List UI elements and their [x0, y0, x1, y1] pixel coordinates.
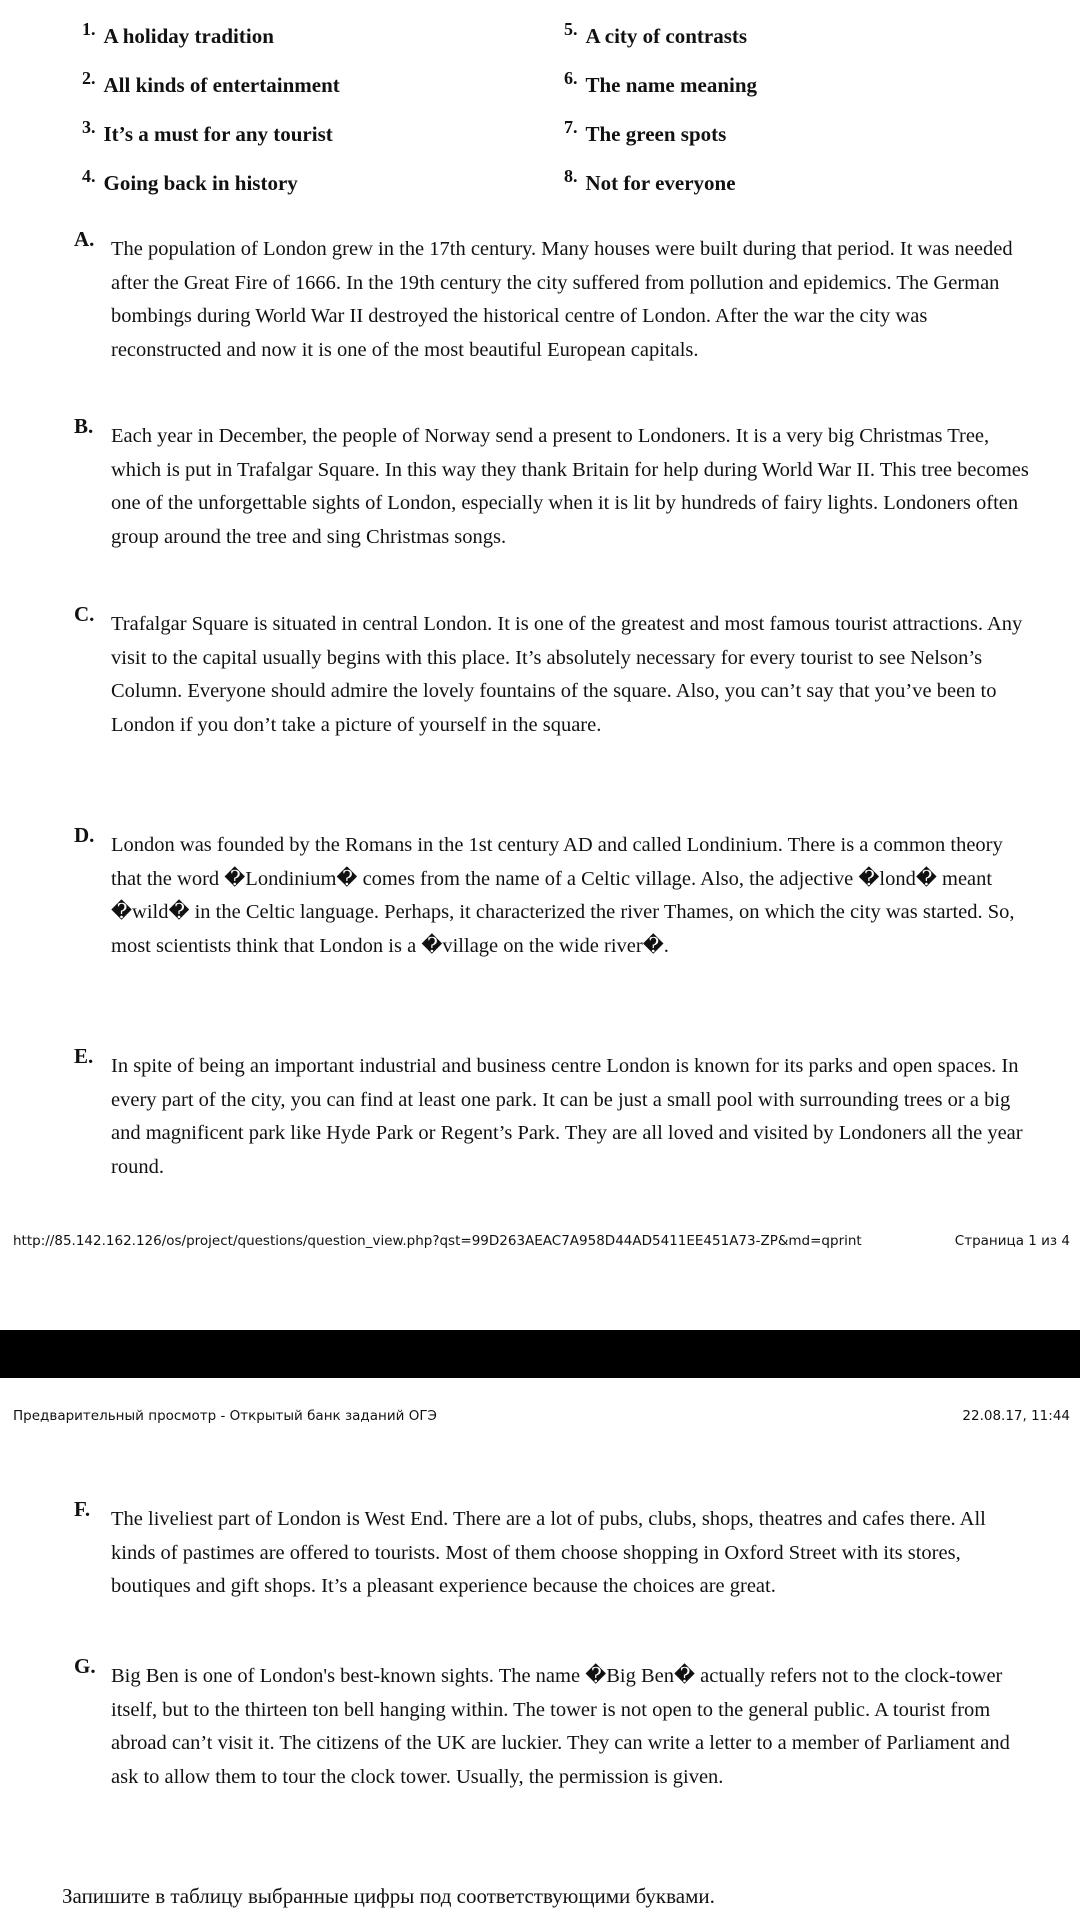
- passage-letter: D.: [74, 823, 95, 847]
- passage-letter: C.: [74, 602, 95, 626]
- page-break-bar: [0, 1330, 1080, 1378]
- heading-item: [564, 166, 736, 196]
- passage-g: [74, 1654, 1034, 1794]
- heading-number: 6.: [564, 68, 578, 88]
- heading-text: A city of contrasts: [585, 24, 748, 48]
- heading-text: The green spots: [585, 122, 727, 146]
- passage-text: In spite of being an important industrial and business centre London is known for its parks and open spaces. In every part of the city, you can find at least one park. It can be just a small pool with surrounding trees or a big and magnificent park like Hyde Park or Regent’s Park. They are all loved and visited by Londoners all the year round.: [111, 1055, 1023, 1178]
- heading-item: [82, 19, 274, 49]
- passage-letter: A.: [74, 227, 95, 251]
- print-header-datetime: 22.08.17, 11:44: [962, 1408, 1070, 1424]
- passage-text: Each year in December, the people of Norway send a present to Londoners. It is a very big Christmas Tree, which is put in Trafalgar Square. In this way they thank Britain for help during World War II. This tree becomes one of the unforgettable sights of London, especially when it is lit by hundreds of fairy lights. Londoners often group around the tree and sing Christmas songs.: [111, 425, 1029, 548]
- heading-text: A holiday tradition: [103, 24, 274, 48]
- page-number: Страница 1 из 4: [954, 1233, 1070, 1249]
- passage-a: [74, 227, 1034, 367]
- passage-letter: E.: [74, 1044, 94, 1068]
- heading-number: 5.: [564, 19, 578, 39]
- heading-item: [564, 19, 748, 49]
- passage-b: [74, 414, 1034, 554]
- heading-number: 4.: [82, 166, 96, 186]
- heading-number: 8.: [564, 166, 578, 186]
- passage-d: [74, 823, 1034, 963]
- instruction-text: Запишите в таблицу выбранные цифры под соответствующими буквами.: [62, 1884, 715, 1908]
- heading-item: [82, 117, 333, 147]
- heading-number: 7.: [564, 117, 578, 137]
- heading-item: [82, 166, 298, 196]
- passage-letter: F.: [74, 1497, 91, 1521]
- heading-text: Going back in history: [103, 171, 298, 195]
- heading-text: Not for everyone: [585, 171, 736, 195]
- passage-c: [74, 602, 1034, 742]
- passage-text: The population of London grew in the 17th century. Many houses were built during that period. It was needed after the Great Fire of 1666. In the 19th century the city suffered from pollution and epidemics. The German bombings during World War II destroyed the historical centre of London. After the war the city was reconstructed and now it is one of the most beautiful European capitals.: [111, 238, 1013, 361]
- heading-text: All kinds of entertainment: [103, 73, 340, 97]
- print-header-title: Предварительный просмотр - Открытый банк заданий ОГЭ: [13, 1408, 437, 1424]
- passage-text: London was founded by the Romans in the 1st century AD and called Londinium. There is a common theory that the word �Londinium� comes from the name of a Celtic village. Also, the adjective �lond� meant �wild� in the Celtic language. Perhaps, it characterized the river Thames, on which the city was started. So, most scientists think that London is a �village on the wide river�.: [111, 834, 1015, 957]
- heading-item: [564, 68, 758, 98]
- passage-letter: B.: [74, 414, 94, 438]
- passage-text: The liveliest part of London is West End. There are a lot of pubs, clubs, shops, theatres and cafes there. All kinds of pastimes are offered to tourists. Most of them choose shopping in Oxford Street with its stores, boutiques and gift shops. It’s a pleasant experience because the choices are great.: [111, 1508, 986, 1597]
- heading-number: 2.: [82, 68, 96, 88]
- footer-url: http://85.142.162.126/os/project/questions/question_view.php?qst=99D263AEAC7A958D44AD5411EE451A73-ZP&md=qprint: [13, 1233, 862, 1249]
- headings-list: [0, 0, 1080, 210]
- heading-number: 3.: [82, 117, 96, 137]
- heading-item: [564, 117, 727, 147]
- passage-text: Big Ben is one of London's best-known sights. The name �Big Ben� actually refers not to the clock-tower itself, but to the thirteen ton bell hanging within. The tower is not open to the general public. A tourist from abroad can’t visit it. The citizens of the UK are luckier. They can write a letter to a member of Parliament and ask to allow them to tour the clock tower. Usually, the permission is given.: [111, 1665, 1010, 1788]
- passage-e: [74, 1044, 1034, 1184]
- heading-number: 1.: [82, 19, 96, 39]
- heading-text: The name meaning: [585, 73, 758, 97]
- passage-f: [74, 1497, 1034, 1604]
- heading-item: [82, 68, 340, 98]
- passage-letter: G.: [74, 1654, 96, 1678]
- passage-text: Trafalgar Square is situated in central London. It is one of the greatest and most famous tourist attractions. Any visit to the capital usually begins with this place. It’s absolutely necessary for every tourist to see Nelson’s Column. Everyone should admire the lovely fountains of the square. Also, you can’t say that you’ve been to London if you don’t take a picture of yourself in the square.: [111, 613, 1023, 736]
- heading-text: It’s a must for any tourist: [103, 122, 333, 146]
